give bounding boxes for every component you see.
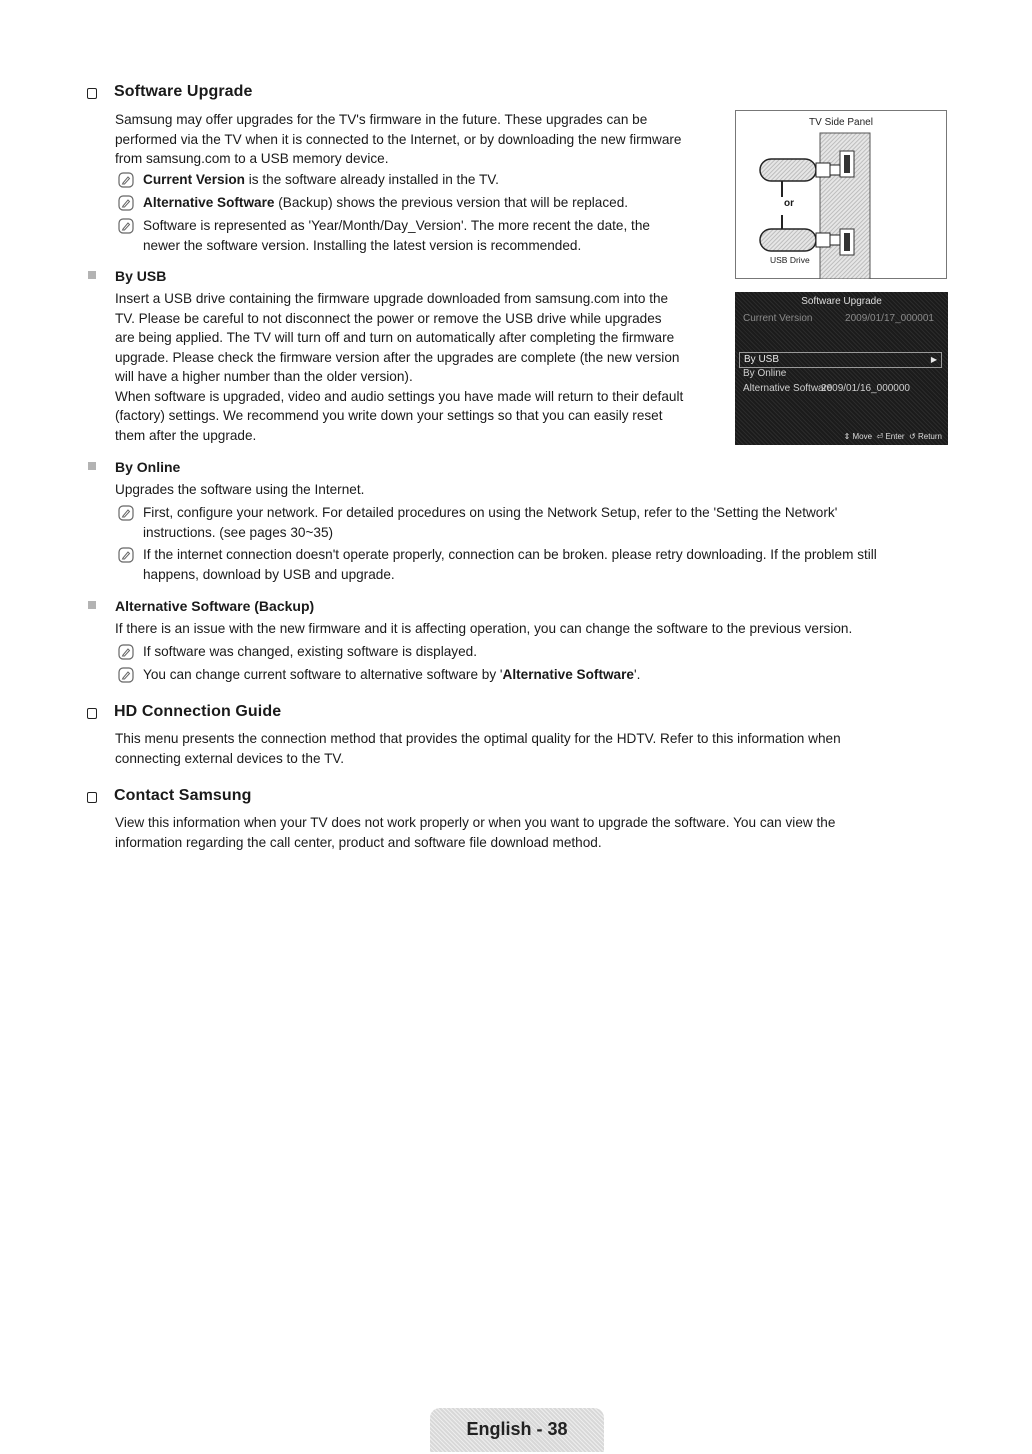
- section-title-contact-samsung: Contact Samsung: [114, 787, 252, 804]
- menu-item-alternative-software[interactable]: [743, 382, 940, 396]
- intro-line: from samsung.com to a USB memory device.: [115, 151, 389, 166]
- note-alternative-software: Alternative Software (Backup) shows the previous version that will be replaced.: [143, 195, 629, 210]
- menu-enter-label: Enter: [885, 432, 905, 441]
- subsection-title-by-online: By Online: [115, 459, 181, 475]
- section-checkbox-icon: [87, 708, 97, 719]
- note-current-version: Current Version is the software already installed in the TV.: [143, 172, 499, 187]
- figure-usb-label: USB Drive: [770, 255, 810, 265]
- menu-return-label: Return: [917, 432, 942, 441]
- note-icon: [118, 505, 134, 521]
- text-line: are being applied. The TV will turn off and turn on automatically after completing the firmware: [115, 330, 675, 345]
- text-line: When software is upgraded, video and audio settings you have made will return to their default: [115, 388, 684, 404]
- figure-panel-label: TV Side Panel: [809, 117, 873, 128]
- note-icon: [118, 172, 134, 188]
- text-line: them after the upgrade.: [115, 427, 257, 443]
- menu-move-label: Move: [852, 432, 873, 441]
- note-network-setup: [143, 503, 963, 542]
- menu-current-version-row: [743, 312, 940, 326]
- menu-item-by-online[interactable]: [743, 367, 940, 381]
- page-number-footer: English - 38: [430, 1408, 604, 1452]
- arrow-right-icon: ▶: [930, 355, 937, 364]
- note-icon: [118, 195, 134, 211]
- note-line: If the internet connection doesn't operate properly, connection can be broken. please retry downloading. If the problem still: [143, 547, 877, 562]
- note-line: Software is represented as 'Year/Month/Day_Version'. The more recent the date, the: [143, 218, 650, 233]
- menu-current-value: 2009/01/17_000001: [845, 313, 934, 324]
- text-line: information regarding the call center, product and software file download method.: [115, 834, 602, 850]
- note-line: instructions. (see pages 30~35): [143, 524, 334, 540]
- contact-text: [115, 813, 935, 852]
- menu-item-by-usb[interactable]: [739, 352, 942, 368]
- text-line: will have a higher number than the older version).: [115, 369, 413, 384]
- tv-side-panel-figure: [735, 110, 947, 279]
- intro-line: Samsung may offer upgrades for the TV's firmware in the future. These upgrades can be: [115, 112, 648, 127]
- text-line: (factory) settings. We recommend you write down your settings so that you can easily reset: [115, 408, 663, 423]
- bullet-square-icon: [88, 601, 96, 609]
- menu-bottom-bar: [844, 432, 942, 441]
- return-icon: ↺: [909, 432, 916, 441]
- note-software-changed: If software was changed, existing software is displayed.: [143, 644, 477, 659]
- note-icon: [118, 218, 134, 234]
- subsection-title-alternative-software: Alternative Software (Backup): [115, 598, 315, 614]
- menu-item-label: Alternative Software: [743, 383, 833, 394]
- note-line: happens, download by USB and upgrade.: [143, 566, 395, 582]
- section-title-software-upgrade: Software Upgrade: [114, 83, 253, 100]
- intro-line: performed via the TV when it is connected to the Internet, or by downloading the new firmware: [115, 131, 682, 147]
- text-line: Insert a USB drive containing the firmware upgrade downloaded from samsung.com into the: [115, 291, 669, 306]
- note-change-to-alternative: You can change current software to alternative software by 'Alternative Software'.: [143, 667, 641, 682]
- menu-item-label: By USB: [744, 354, 780, 365]
- note-version-format: [143, 216, 723, 255]
- note-line: First, configure your network. For detailed procedures on using the Network Setup, refer to the 'Setting the Network': [143, 505, 838, 520]
- note-line: newer the software version. Installing the latest version is recommended.: [143, 237, 582, 253]
- menu-current-label: Current Version: [743, 313, 813, 324]
- bullet-square-icon: [88, 462, 96, 470]
- text-line: View this information when your TV does not work properly or when you want to upgrade the software. You can view the: [115, 815, 836, 830]
- enter-icon: ⏎: [876, 432, 884, 441]
- bullet-square-icon: [88, 271, 96, 279]
- text-line: TV. Please be careful to not disconnect the power or remove the USB drive while upgrades: [115, 310, 662, 326]
- software-upgrade-intro: [115, 110, 725, 169]
- menu-title: Software Upgrade: [801, 296, 882, 307]
- figure-or-label: or: [784, 198, 794, 209]
- text-line: connecting external devices to the TV.: [115, 750, 344, 766]
- note-icon: [118, 667, 134, 683]
- text-line: This menu presents the connection method that provides the optimal quality for the HDTV. Refer to this information when: [115, 731, 841, 746]
- software-upgrade-menu: [735, 292, 948, 445]
- by-online-text: Upgrades the software using the Internet.: [115, 482, 365, 497]
- menu-alt-value: 2009/01/16_000000: [821, 383, 910, 394]
- hd-guide-text: [115, 729, 935, 768]
- section-checkbox-icon: [87, 88, 97, 99]
- text-line: upgrade. Please check the firmware version after the upgrades are complete (the new version: [115, 349, 680, 365]
- alternative-text: If there is an issue with the new firmware and it is affecting operation, you can change the software to the previous version.: [115, 621, 853, 636]
- move-icon: ⇕: [843, 432, 851, 441]
- section-title-hd-connection-guide: HD Connection Guide: [114, 703, 282, 720]
- section-checkbox-icon: [87, 792, 97, 803]
- by-usb-text: [115, 289, 725, 445]
- note-icon: [118, 644, 134, 660]
- menu-item-label: By Online: [743, 368, 787, 379]
- note-icon: [118, 547, 134, 563]
- subsection-title-by-usb: By USB: [115, 268, 167, 284]
- note-connection-broken: [143, 545, 963, 584]
